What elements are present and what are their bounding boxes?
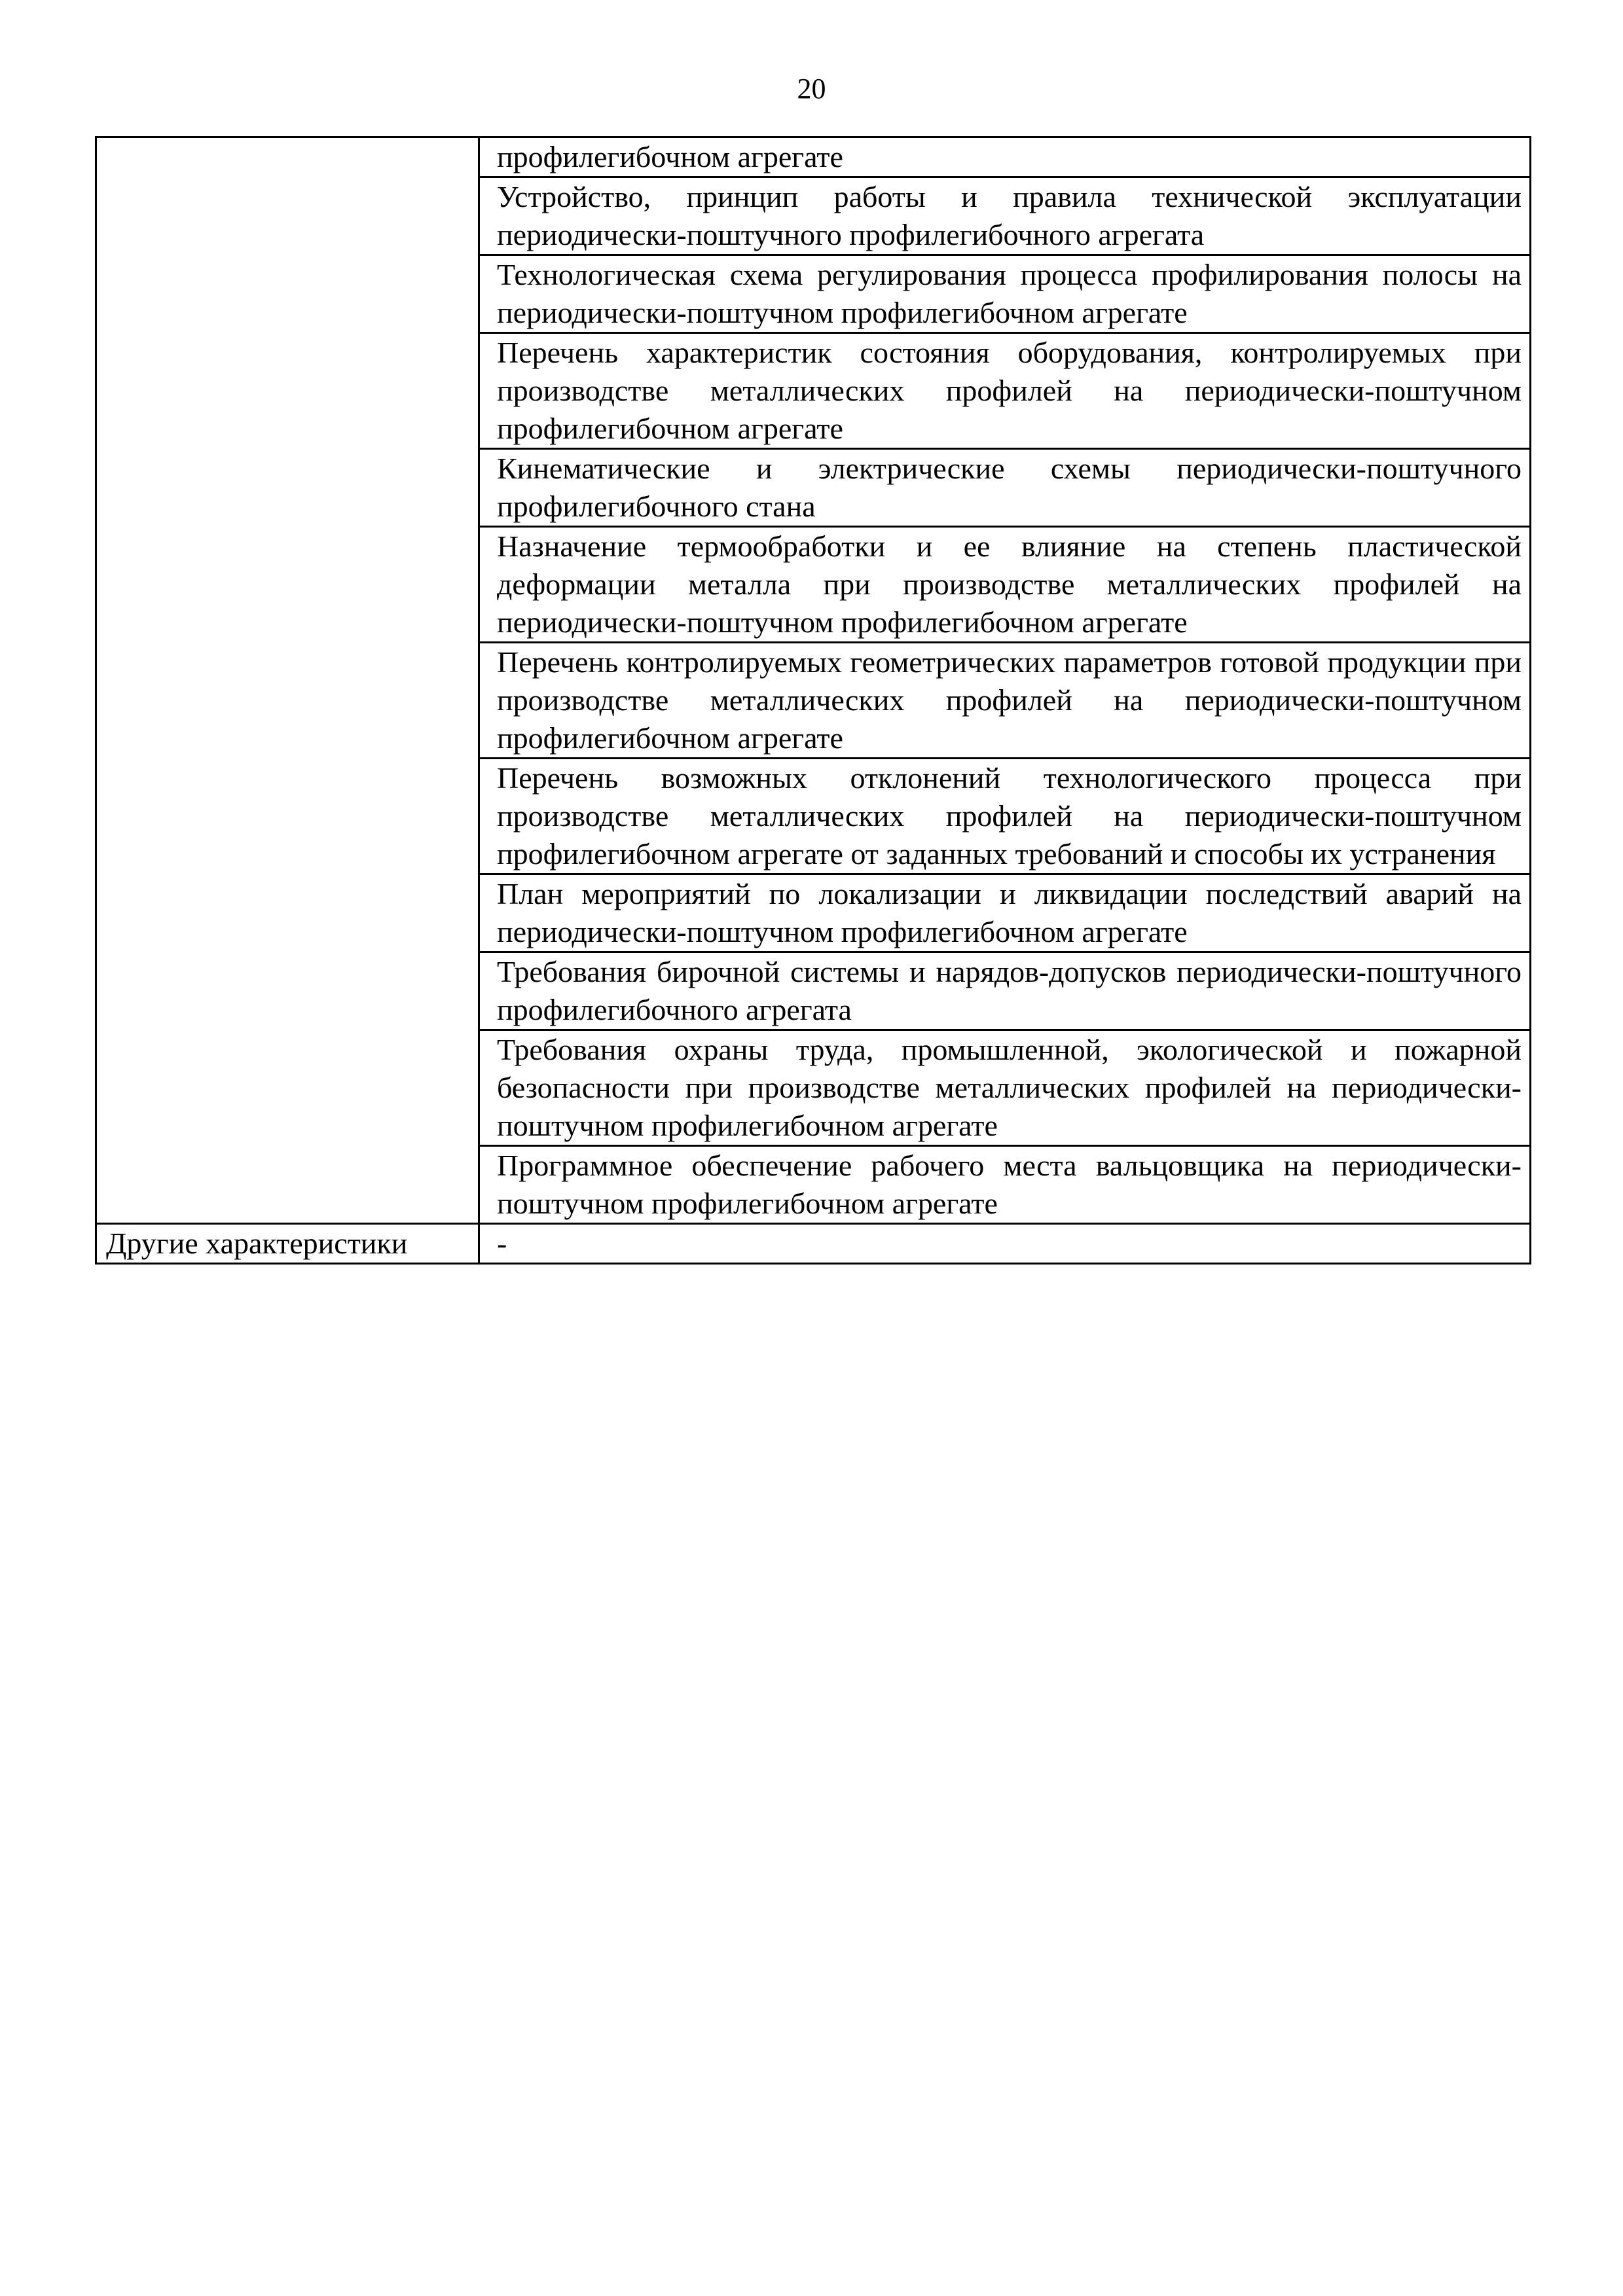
table-row <box>96 137 1531 177</box>
knowledge-item: Перечень характеристик состояния оборудования, контролируемых при производстве металлических профилей на периодически-поштучном профилегибочном агрегате <box>479 333 1531 449</box>
knowledge-item: профилегибочном агрегате <box>479 137 1531 177</box>
knowledge-item: Технологическая схема регулирования процесса профилирования полосы на периодически-поштучном профилегибочном агрегате <box>479 255 1531 333</box>
empty-label-cell <box>96 137 479 1224</box>
knowledge-item: Перечень возможных отклонений технологического процесса при производстве металлических профилей на периодически-поштучном профилегибочном агрегате от заданных требований и способы их устранения <box>479 759 1531 874</box>
knowledge-item: Назначение термообработки и ее влияние на степень пластической деформации металла при производстве металлических профилей на периодически-поштучном профилегибочном агрегате <box>479 527 1531 643</box>
knowledge-item: План мероприятий по локализации и ликвидации последствий аварий на периодически-поштучном профилегибочном агрегате <box>479 874 1531 952</box>
knowledge-item: Перечень контролируемых геометрических параметров готовой продукции при производстве металлических профилей на периодически-поштучном профилегибочном агрегате <box>479 643 1531 759</box>
knowledge-item: Устройство, принцип работы и правила технической эксплуатации периодически-поштучного профилегибочного агрегата <box>479 177 1531 255</box>
knowledge-item: Программное обеспечение рабочего места вальцовщика на периодически-поштучном профилегибочном агрегате <box>479 1146 1531 1224</box>
knowledge-item: Требования охраны труда, промышленной, экологической и пожарной безопасности при производстве металлических профилей на периодически-поштучном профилегибочном агрегате <box>479 1030 1531 1146</box>
other-characteristics-value: - <box>479 1224 1531 1264</box>
table-row-other <box>96 1224 1531 1264</box>
other-characteristics-label: Другие характеристики <box>96 1224 479 1264</box>
requirements-table <box>95 136 1531 1265</box>
knowledge-item: Кинематические и электрические схемы периодически-поштучного профилегибочного стана <box>479 449 1531 527</box>
page-number: 20 <box>797 73 826 105</box>
knowledge-item: Требования бирочной системы и нарядов-допусков периодически-поштучного профилегибочного агрегата <box>479 952 1531 1030</box>
